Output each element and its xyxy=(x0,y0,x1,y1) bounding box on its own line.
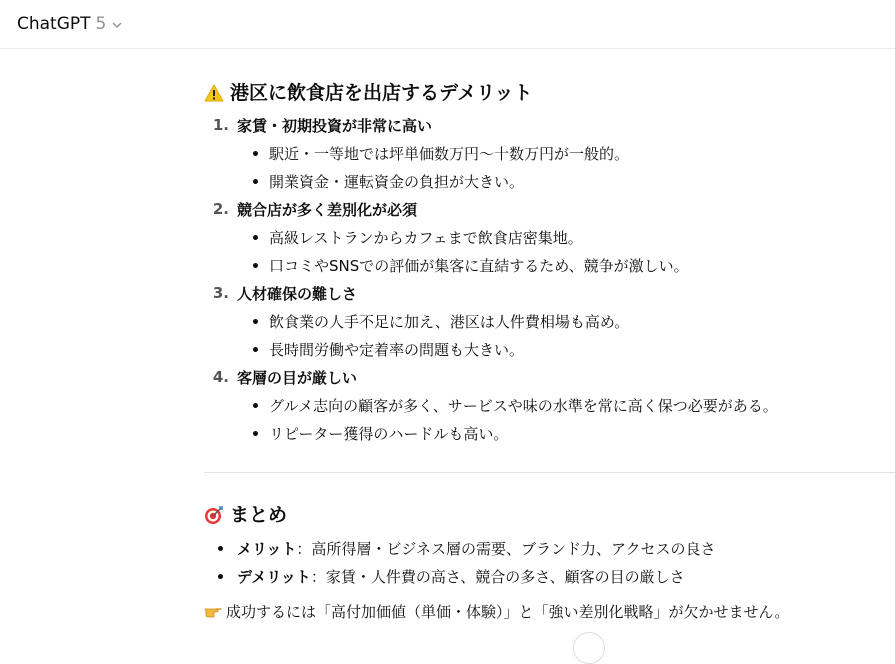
item-title: 客層の目が厳しい xyxy=(237,368,358,387)
demerit-item xyxy=(204,111,778,195)
chevron-down-icon xyxy=(111,19,123,31)
list-item: 高級レストランからカフェまで飲食店密集地。 xyxy=(204,223,778,251)
demerits-heading xyxy=(204,78,532,108)
item-number: 4. xyxy=(212,368,229,386)
top-bar xyxy=(0,0,895,49)
summary-heading xyxy=(204,500,287,530)
pointing-hand-icon xyxy=(204,603,222,619)
target-icon xyxy=(204,504,226,526)
item-title: 人材確保の難しさ xyxy=(237,284,358,303)
list-item: リピーター獲得のハードルも高い。 xyxy=(204,419,778,447)
list-item xyxy=(204,534,716,562)
summary-text: ：高所得層・ビジネス層の需要、ブランド力、アクセスの良さ xyxy=(296,539,716,558)
app-name: ChatGPT xyxy=(17,14,91,34)
model-version: 5 xyxy=(95,14,107,34)
model-selector[interactable] xyxy=(17,14,123,34)
demerit-item xyxy=(204,363,778,447)
item-number: 3. xyxy=(212,284,229,302)
scroll-to-bottom-button[interactable] xyxy=(573,632,605,664)
summary-label: デメリット xyxy=(237,567,311,586)
demerit-item xyxy=(204,195,778,279)
summary-text: ：家賃・人件費の高さ、競合の多さ、顧客の目の厳しさ xyxy=(310,567,685,586)
conclusion-line xyxy=(204,597,789,625)
item-number: 2. xyxy=(212,200,229,218)
conclusion-text: 成功するには「高付加価値（単価・体験）」と「強い差別化戦略」が欠かせません。 xyxy=(226,602,790,621)
item-number: 1. xyxy=(212,116,229,134)
demerits-heading-text: 港区に飲食店を出店するデメリット xyxy=(230,82,533,104)
list-item xyxy=(204,562,716,590)
summary-list xyxy=(204,534,716,590)
warning-icon xyxy=(204,82,226,104)
summary-heading-text: まとめ xyxy=(230,504,288,526)
list-item: 駅近・一等地では坪単価数万円〜十数万円が一般的。 xyxy=(204,139,778,167)
section-divider xyxy=(204,472,895,473)
list-item: 長時間労働や定着率の問題も大きい。 xyxy=(204,335,778,363)
list-item: 開業資金・運転資金の負担が大きい。 xyxy=(204,167,778,195)
demerit-item xyxy=(204,279,778,363)
item-title: 競合店が多く差別化が必須 xyxy=(237,200,418,219)
list-item: 飲食業の人手不足に加え、港区は人件費相場も高め。 xyxy=(204,307,778,335)
item-title: 家賃・初期投資が非常に高い xyxy=(237,116,433,135)
list-item: グルメ志向の顧客が多く、サービスや味の水準を常に高く保つ必要がある。 xyxy=(204,391,778,419)
list-item: 口コミやSNSでの評価が集客に直結するため、競争が激しい。 xyxy=(204,251,778,279)
summary-label: メリット xyxy=(237,539,297,558)
demerits-list xyxy=(204,111,778,447)
